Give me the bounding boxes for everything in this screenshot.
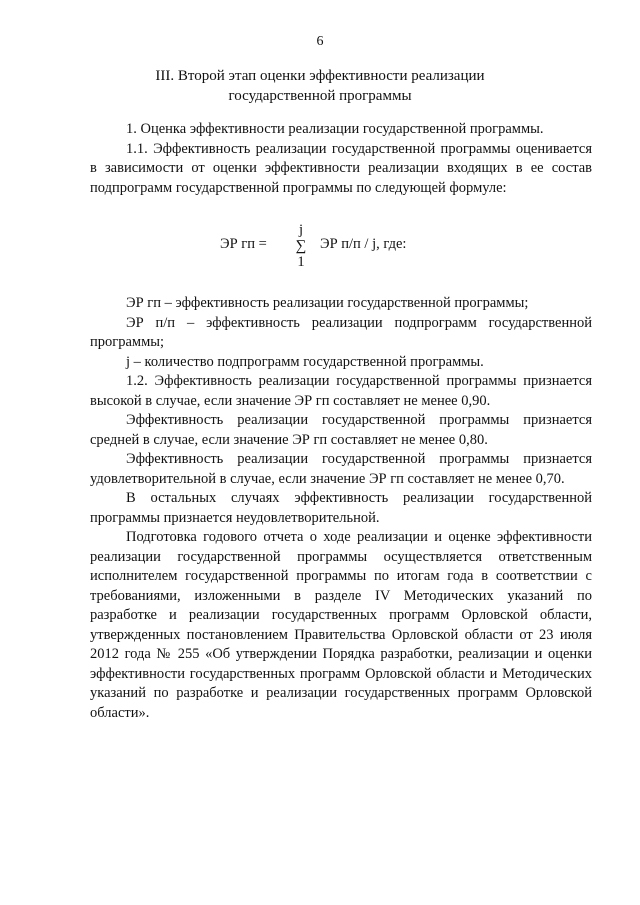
definition-er-gp: ЭР гп – эффективность реализации государственной программы;: [126, 295, 529, 311]
paragraph-1-2-high: 1.2. Эффективность реализации государственной программы признается высокой в случае, если значение ЭР гп составляет не менее 0,90.: [90, 373, 592, 409]
sum-lower-limit: 1: [297, 254, 305, 270]
paragraph-medium: Эффективность реализации государственной программы признается средней в случае, если значение ЭР гп составляет не менее 0,80.: [90, 412, 592, 448]
section-heading: [0, 66, 640, 106]
heading-line-1: III. Второй этап оценки эффективности реализации: [155, 68, 485, 84]
page-number: 6: [316, 34, 324, 49]
heading-line-2: государственной программы: [228, 88, 412, 104]
paragraph-unsatisfactory: В остальных случаях эффективность реализации государственной программы признается неудовлетворительной.: [90, 490, 592, 526]
definition-j: j – количество подпрограмм государственной программы.: [126, 353, 484, 370]
paragraph-satisfactory: Эффективность реализации государственной программы признается удовлетворительной в случае, если значение ЭР гп составляет не менее 0,70.: [90, 451, 592, 487]
intro-block: [90, 120, 592, 198]
sum-upper-limit: j: [298, 222, 304, 238]
definition-er-pp: ЭР п/п – эффективность реализации подпрограмм государственной программы;: [90, 314, 592, 350]
paragraph-annual-report: Подготовка годового отчета о ходе реализации и оценке эффективности реализации государственной программы осуществляется ответственным исполнителем государственной программы по итогам года в соответствии с требованиями, изложенными в разделе IV Методических указаний по разработке и реализации государственных программ Орловской области, утвержденных постановлением Правительства Орловской области от 23 июля 2012 года № 255 «Об утверждении Порядка разработки, реализации и оценки эффективности государственных программ Орловской области и Методических указаний по разработке и реализации государственных программ Орловской области».: [90, 529, 592, 721]
body-block: [90, 294, 592, 723]
sum-operator: [294, 222, 308, 270]
paragraph-evaluation: 1. Оценка эффективности реализации государственной программы.: [126, 121, 544, 137]
formula-rhs: ЭР п/п / j, где:: [320, 236, 407, 252]
sigma-symbol: ∑: [295, 238, 307, 254]
paragraph-1-1: 1.1. Эффективность реализации государственной программы оценивается в зависимости от оценки эффективности реализации входящих в ее состав подпрограмм государственной программы по следующей формуле:: [90, 140, 592, 196]
formula-lhs: ЭР гп =: [220, 236, 267, 252]
